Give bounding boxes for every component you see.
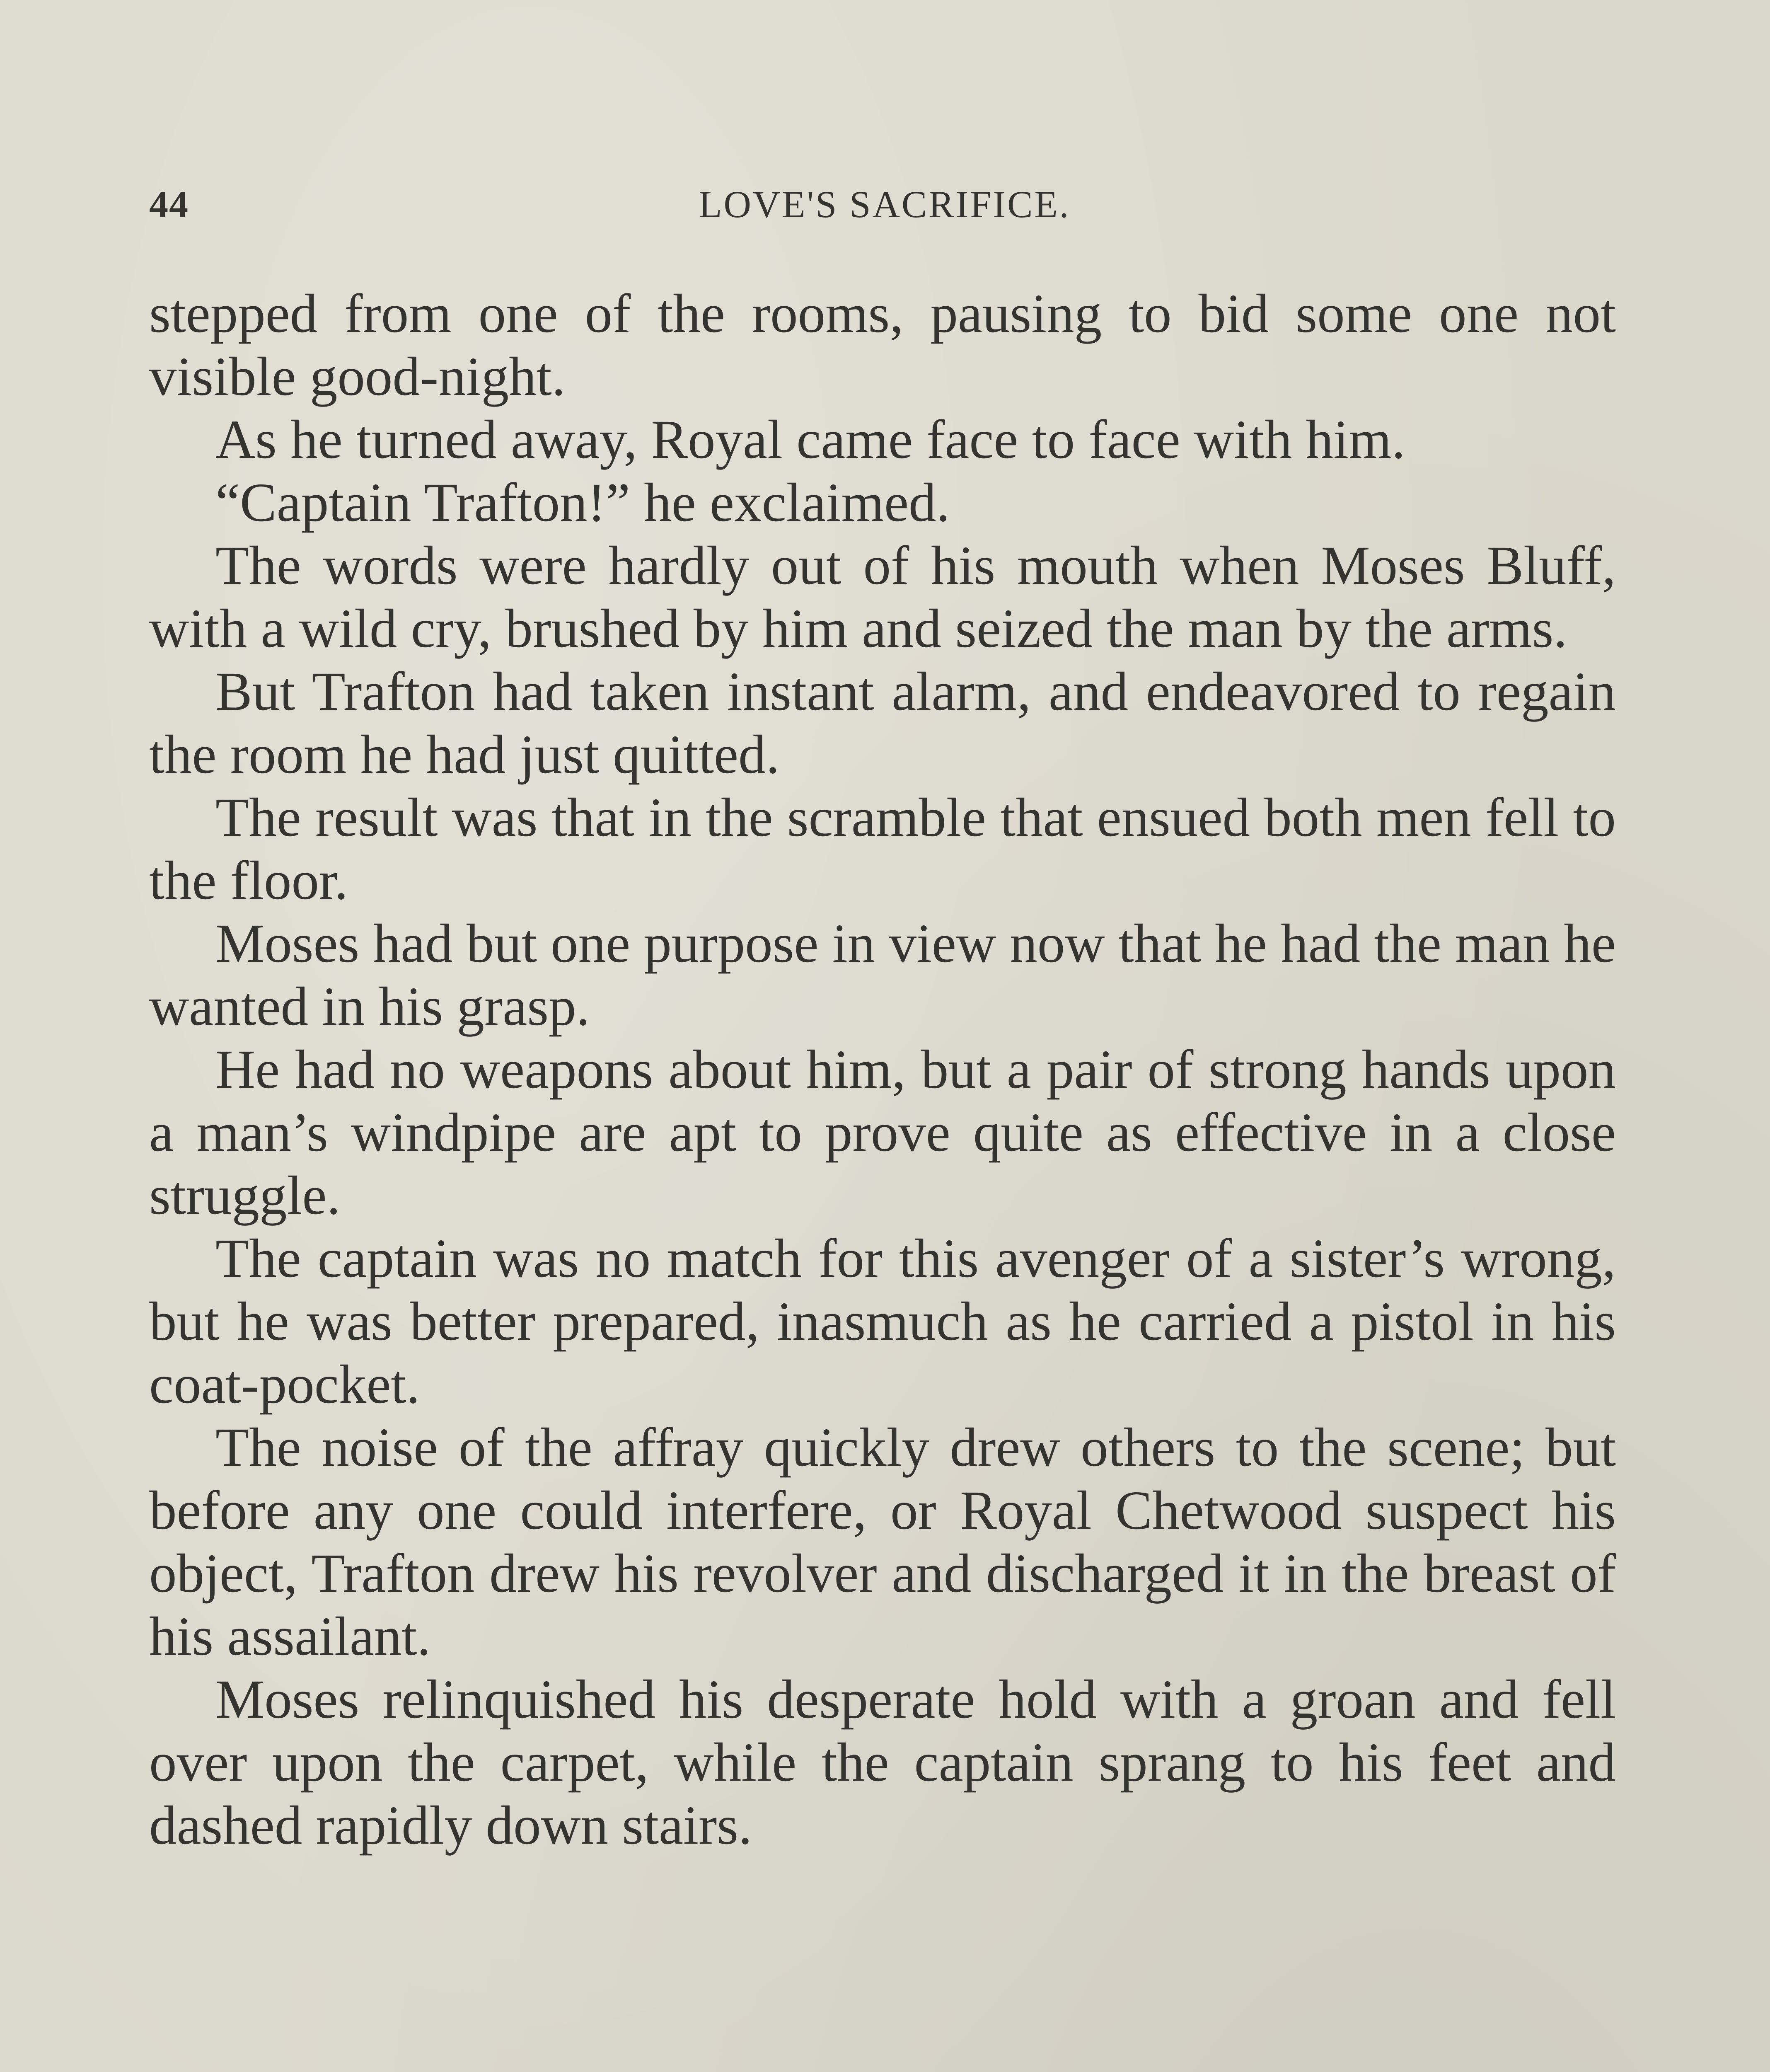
paragraph: The result was that in the scramble that ensued both men fell to the floor. xyxy=(149,787,1616,911)
paragraph: The noise of the affray quickly drew others to the scene; but before any one could interfere, or Royal Chetwood suspect his object, Trafton drew his revolver and discharged it in the breast of his assailant. xyxy=(149,1416,1616,1667)
running-head: LOVE'S SACRIFICE. xyxy=(699,183,1071,225)
paragraph: stepped from one of the rooms, pausing to bid some one not visible good-night. xyxy=(149,283,1616,407)
body-text-block xyxy=(149,282,1616,1857)
paragraph: As he turned away, Royal came face to face with him. xyxy=(215,409,1405,470)
page-number: 44 xyxy=(149,183,189,225)
paragraph: The captain was no match for this avenger of a sister’s wrong, but he was better prepared, inasmuch as he carried a pistol in his coat-pocket. xyxy=(149,1227,1616,1415)
paragraph: “Captain Trafton!” he exclaimed. xyxy=(215,472,950,533)
paragraph: The words were hardly out of his mouth when Moses Bluff, with a wild cry, brushed by him and seized the man by the arms. xyxy=(149,535,1616,659)
paragraph: He had no weapons about him, but a pair of strong hands upon a man’s windpipe are apt to prove quite as effective in a close struggle. xyxy=(149,1038,1616,1226)
paragraph: But Trafton had taken instant alarm, and endeavored to regain the room he had just quitted. xyxy=(149,661,1616,785)
paragraph: Moses had but one purpose in view now that he had the man he wanted in his grasp. xyxy=(149,913,1616,1037)
paragraph: Moses relinquished his desperate hold with a groan and fell over upon the carpet, while the captain sprang to his feet and dashed rapidly down stairs. xyxy=(149,1668,1616,1856)
page-header xyxy=(149,182,1620,232)
